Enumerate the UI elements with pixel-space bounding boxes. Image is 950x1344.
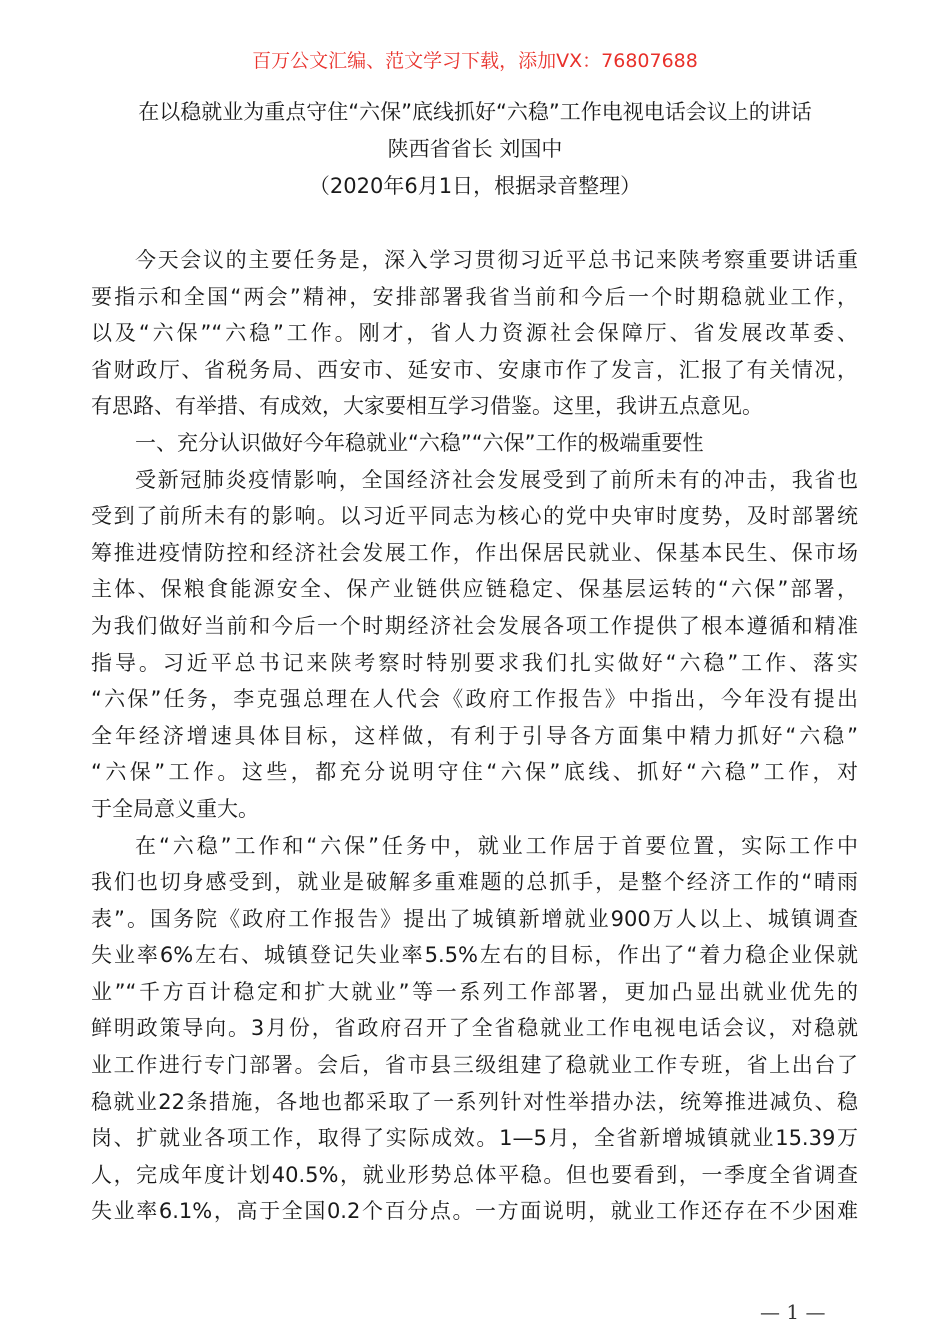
text-line: 失业率6.1%，高于全国0.2个百分点。一方面说明，就业工作还存在不少困难: [91, 1199, 858, 1224]
text-line: 筹推进疫情防控和经济社会发展工作，作出保居民就业、保基本民生、保市场: [91, 540, 858, 565]
date-note: （2020年6月1日，根据录音整理）: [308, 174, 642, 198]
author-line: 陕西省省长 刘国中: [387, 137, 563, 161]
paragraph: [91, 828, 858, 1231]
paragraph: [91, 242, 858, 425]
text-line: 岗、扩就业各项工作，取得了实际成效。1—5月，全省新增城镇就业15.39万: [91, 1126, 858, 1151]
text-line: 全年经济增速具体目标，这样做，有利于引导各方面集中精力抓好“六稳”: [91, 723, 858, 748]
text-line: 省财政厅、省税务局、西安市、延安市、安康市作了发言，汇报了有关情况，: [91, 357, 858, 382]
text-line: 以及“六保”“六稳”工作。刚才，省人力资源社会保障厅、省发展改革委、: [91, 321, 858, 346]
paragraph: [91, 462, 858, 828]
text-line: 表”。国务院《政府工作报告》提出了城镇新增就业900万人以上、城镇调查: [91, 906, 858, 931]
text-line: 业”“千方百计稳定和扩大就业”等一系列工作部署，更加凸显出就业优先的: [91, 979, 858, 1004]
text-line: 人，完成年度计划40.5%，就业形势总体平稳。但也要看到，一季度全省调查: [91, 1162, 858, 1187]
text-line: 受新冠肺炎疫情影响，全国经济社会发展受到了前所未有的冲击，我省也: [135, 467, 858, 492]
text-line: 鲜明政策导向。3月份，省政府召开了全省稳就业工作电视电话会议，对稳就: [91, 1016, 858, 1041]
text-line: 今天会议的主要任务是，深入学习贯彻习近平总书记来陕考察重要讲话重: [135, 248, 858, 272]
watermark-banner: 百万公文汇编、范文学习下载，添加VX：76807688: [252, 50, 698, 72]
text-line: 为我们做好当前和今后一个时期经济社会发展各项工作提供了根本遵循和精准: [91, 613, 858, 638]
text-line: 主体、保粮食能源安全、保产业链供应链稳定、保基层运转的“六保”部署，: [91, 577, 858, 602]
document-title: 在以稳就业为重点守住“六保”底线抓好“六稳”工作电视电话会议上的讲话: [138, 100, 812, 124]
document-body: [91, 242, 858, 1230]
text-line: 于全局意义重大。: [91, 796, 259, 821]
text-line: 业工作进行专门部署。会后，省市县三级组建了稳就业工作专班，省上出台了: [91, 1053, 858, 1078]
text-line: 一、充分认识做好今年稳就业“六稳”“六保”工作的极端重要性: [135, 430, 704, 455]
text-line: 有思路、有举措、有成效，大家要相互学习借鉴。这里，我讲五点意见。: [91, 394, 763, 419]
text-line: “六保”工作。这些，都充分说明守住“六保”底线、抓好“六稳”工作，对: [91, 760, 858, 785]
text-line: 受到了前所未有的影响。以习近平同志为核心的党中央审时度势，及时部署统: [91, 504, 858, 529]
section-heading: [91, 425, 858, 462]
text-line: 失业率6%左右、城镇登记失业率5.5%左右的目标，作出了“着力稳企业保就: [91, 943, 858, 968]
text-line: 我们也切身感受到，就业是破解多重难题的总抓手，是整个经济工作的“晴雨: [91, 870, 858, 895]
text-line: 指导。习近平总书记来陕考察时特别要求我们扎实做好“六稳”工作、落实: [91, 650, 858, 675]
text-line: 要指示和全国“两会”精神，安排部署我省当前和今后一个时期稳就业工作，: [91, 284, 858, 309]
text-line: 在“六稳”工作和“六保”任务中，就业工作居于首要位置，实际工作中: [135, 833, 858, 858]
page-number: — 1 —: [760, 1300, 826, 1324]
text-line: “六保”任务，李克强总理在人代会《政府工作报告》中指出，今年没有提出: [91, 687, 858, 712]
text-line: 稳就业22条措施，各地也都采取了一系列针对性举措办法，统筹推进减负、稳: [91, 1089, 858, 1114]
